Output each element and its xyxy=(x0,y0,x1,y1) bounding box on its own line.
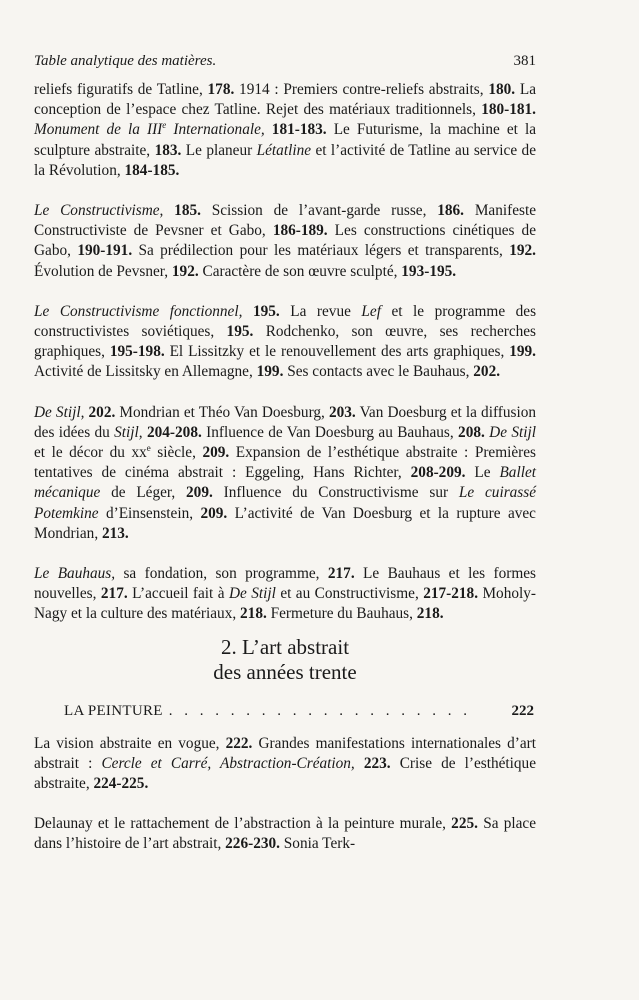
text-run: 192. xyxy=(509,242,536,260)
text-run: 208-209. xyxy=(410,464,466,482)
text-run: 226-230. xyxy=(225,835,280,853)
running-title: Table analytique des matières. xyxy=(34,53,217,69)
text-run: Grandes manifestations internationales d’art abstrait : xyxy=(34,734,536,772)
text-run: El Lissitzky et le renouvellement des arts graphiques, xyxy=(164,343,510,361)
toc-entry-page: 222 xyxy=(511,702,534,719)
text-run: Le Bauhaus et les formes nouvelles, xyxy=(34,565,536,603)
text-run: et au Constructivisme, xyxy=(275,585,424,603)
text-run: Le cuirassé Potemkine xyxy=(34,484,537,522)
index-paragraph xyxy=(34,80,536,181)
text-run: Fermeture du Bauhaus, xyxy=(266,605,417,623)
text-run: Sa prédilection pour les matériaux légers et transparents, xyxy=(132,242,510,260)
text-run xyxy=(355,755,364,772)
text-run: 178. xyxy=(207,81,235,98)
text-run: sa fondation, son programme, xyxy=(115,565,328,583)
text-run: 224-225. xyxy=(93,775,149,793)
section-heading-line1: 2. L’art abstrait xyxy=(220,634,350,659)
text-run: L’accueil fait à xyxy=(127,585,229,603)
text-run: Internationale, xyxy=(166,121,265,139)
text-run: 202. xyxy=(473,363,501,381)
text-run: 193-195. xyxy=(401,262,457,280)
text-run: La conception de l’espace chez Tatline. Rejet des matériaux traditionnels, xyxy=(34,81,536,119)
text-run: Ses contacts avec le Bauhaus, xyxy=(283,363,474,381)
text-run: 217. xyxy=(327,565,355,583)
text-run: De Stijl xyxy=(489,423,536,441)
text-run: d’Einsenstein, xyxy=(98,504,201,522)
text-run: xx xyxy=(131,444,147,462)
text-run: 218. xyxy=(240,605,267,623)
text-run: reliefs figuratifs de Tatline, xyxy=(34,81,208,98)
text-run: De Stijl xyxy=(228,585,276,603)
text-run: Le xyxy=(465,464,500,482)
text-run: Sonia Terk- xyxy=(279,835,356,853)
text-run: De Stijl, xyxy=(34,403,85,421)
text-run: et le décor du xyxy=(34,444,132,462)
toc-leader-dots: . . . . . . . . . . . . . . . . . . . . xyxy=(168,702,471,719)
text-run: Rodchenko, son œuvre, ses recherches graphiques, xyxy=(34,323,537,361)
text-run: 222. xyxy=(225,734,253,752)
text-run: Le Constructivisme, xyxy=(34,202,164,220)
text-run: La revue xyxy=(279,302,362,320)
index-paragraph xyxy=(34,734,536,795)
text-run: 181-183. xyxy=(271,121,327,139)
text-run: 213. xyxy=(101,524,129,542)
text-run: Expansion de l’esthétique abstraite : Premières tentatives de cinéma abstrait : Eggeling, Hans Richter, xyxy=(34,444,536,482)
text-run: de Léger, xyxy=(100,484,187,502)
text-run: 208. xyxy=(458,423,485,441)
text-run: 204-208. xyxy=(146,423,202,441)
running-header xyxy=(34,50,536,72)
text-run: Van Doesburg et la diffusion des idées du xyxy=(34,403,536,441)
text-run: 180-181. xyxy=(481,101,536,119)
text-run: Influence du Constructivisme sur xyxy=(212,484,459,502)
text-run: Mondrian et Théo Van Doesburg, xyxy=(115,403,329,421)
text-run: 1914 : Premiers contre-reliefs abstraits, xyxy=(234,81,489,98)
text-run: Le Constructivisme fonctionnel, xyxy=(34,302,243,320)
text-run: 184-185. xyxy=(124,161,180,179)
text-run: Activité de Lissitsky en Allemagne, xyxy=(34,363,257,381)
text-run: 225. xyxy=(451,815,478,833)
text-run: 180. xyxy=(488,81,516,98)
text-run: Scission de l’avant-garde russe, xyxy=(200,202,438,220)
text-run: Monument de la III xyxy=(34,121,163,139)
text-run: 202. xyxy=(88,403,116,421)
index-paragraph xyxy=(34,403,536,544)
text-run xyxy=(265,121,272,138)
book-page xyxy=(34,50,536,875)
text-run: et l’activité de Tatline au service de la Révolution, xyxy=(34,141,536,179)
text-run: 209. xyxy=(202,444,230,462)
text-run: L’activité de Van Doesburg et la rupture avec Mondrian, xyxy=(34,504,536,542)
index-paragraph xyxy=(34,302,536,383)
text-run: e xyxy=(146,442,151,453)
text-run: 217-218. xyxy=(423,585,479,603)
text-run: 218. xyxy=(416,605,444,623)
text-run: 186. xyxy=(437,202,465,220)
text-run: 183. xyxy=(154,141,182,159)
text-run: Crise de l’esthétique abstraite, xyxy=(34,754,536,793)
text-run: La vision abstraite en vogue, xyxy=(34,734,226,752)
text-run: Cercle et Carré, Abstraction-Création, xyxy=(101,754,355,772)
section-heading-line2: des années trente xyxy=(213,659,357,684)
text-run: Sa place dans l’histoire de l’art abstrait, xyxy=(34,815,536,853)
text-run: Delaunay et le rattachement de l’abstraction à la peinture murale, xyxy=(34,815,452,833)
text-run: Influence de Van Doesburg au Bauhaus, xyxy=(201,423,459,441)
text-run: 190-191. xyxy=(77,242,133,260)
text-run: Létatline xyxy=(256,141,312,159)
text-run: et le programme des constructivistes soviétiques, xyxy=(34,302,537,341)
text-run: 199. xyxy=(509,343,536,361)
text-run: Les constructions cinétiques de Gabo, xyxy=(34,222,536,260)
text-run: 199. xyxy=(256,363,284,381)
text-run: Le planeur xyxy=(181,141,257,159)
text-run xyxy=(163,202,174,219)
index-paragraph xyxy=(34,201,536,282)
text-run: 186-189. xyxy=(272,222,328,240)
section-heading xyxy=(34,635,536,685)
text-run: Le Futurisme, la machine et la sculpture abstraite, xyxy=(34,121,537,159)
text-run: siècle, xyxy=(150,444,203,462)
text-run: 203. xyxy=(328,403,356,421)
page-number: 381 xyxy=(513,53,536,69)
text-run: 217. xyxy=(100,585,128,603)
toc-entry-label: LA PEINTURE xyxy=(64,702,163,719)
text-run: Stijl, xyxy=(114,423,143,441)
text-run: 209. xyxy=(200,504,228,522)
text-run: 209. xyxy=(186,484,213,502)
text-run: Évolution de Pevsner, xyxy=(34,262,172,280)
text-run: Manifeste Constructiviste de Pevsner et Gabo, xyxy=(34,202,536,240)
toc-entry xyxy=(34,703,536,720)
text-run: Le Bauhaus, xyxy=(34,565,116,583)
text-run: 195. xyxy=(252,302,280,320)
text-run: 185. xyxy=(174,202,201,220)
text-run: 192. xyxy=(171,262,199,280)
index-paragraph xyxy=(34,814,536,854)
text-run: Caractère de son œuvre sculpté, xyxy=(198,262,402,280)
text-run: Lef xyxy=(361,302,381,320)
text-run: 195-198. xyxy=(109,343,165,361)
text-run: Ballet mécanique xyxy=(34,464,536,502)
text-run: e xyxy=(162,120,167,131)
text-run xyxy=(242,303,253,320)
text-run: Moholy-Nagy et la culture des matériaux, xyxy=(34,585,536,623)
index-paragraph xyxy=(34,564,536,625)
text-run: 223. xyxy=(363,754,391,772)
text-run: 195. xyxy=(226,323,254,341)
